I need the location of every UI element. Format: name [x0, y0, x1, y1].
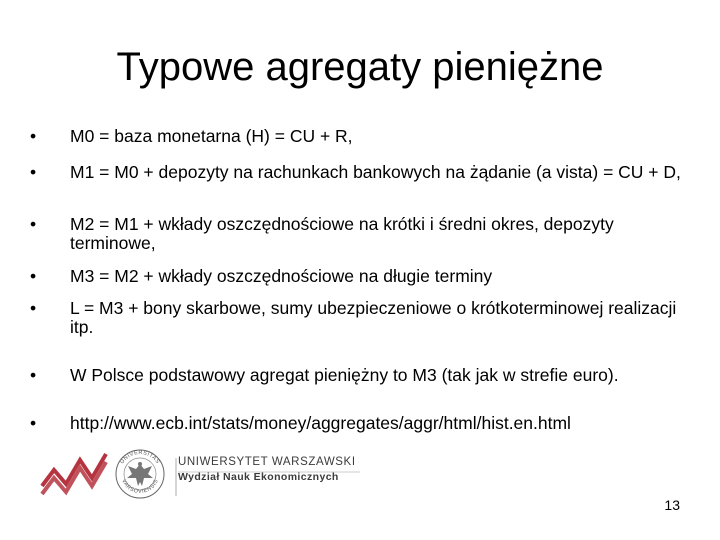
page-number: 13 — [664, 497, 680, 513]
logo-faculty-name: Wydział Nauk Ekonomicznych — [178, 471, 339, 483]
bullet-text: M2 = M1 + wkłady oszczędnościowe na krótki i średni okres, depozyty terminowe, — [70, 214, 614, 253]
slide-title: Typowe agregaty pieniężne — [116, 45, 604, 89]
bullet-dot: • — [30, 365, 37, 385]
bullet-text: http://www.ecb.int/stats/money/aggregates/aggr/html/hist.en.html — [70, 413, 571, 433]
bullet-text: M3 = M2 + wkłady oszczędnościowe na długie terminy — [70, 266, 493, 286]
bullet-text: L = M3 + bony skarbowe, sumy ubezpieczeniowe o krótkoterminowej realizacji itp. — [70, 298, 677, 337]
bullet-dot: • — [30, 266, 37, 286]
bullet-text: M0 = baza monetarna (H) = CU + R, — [70, 126, 353, 146]
bullet-dot: • — [30, 298, 37, 318]
bullet-dot: • — [30, 126, 37, 146]
logo-university-name: UNIWERSYTET WARSZAWSKI — [178, 456, 356, 468]
bullet-dot: • — [30, 214, 37, 234]
bullet-text: W Polsce podstawowy agregat pieniężny to M3 (tak jak w strefie euro). — [70, 365, 619, 385]
seal-text-bottom: VARSOVIENSIS — [120, 478, 160, 495]
seal-text-top: UNIVERSITAS — [119, 449, 161, 466]
bullet-text: M1 = M0 + depozyty na rachunkach bankowych na żądanie (a vista) = CU + D, — [70, 162, 681, 182]
university-seal-icon — [116, 450, 164, 498]
bullet-dot: • — [30, 413, 37, 433]
bullet-dot: • — [30, 162, 37, 182]
